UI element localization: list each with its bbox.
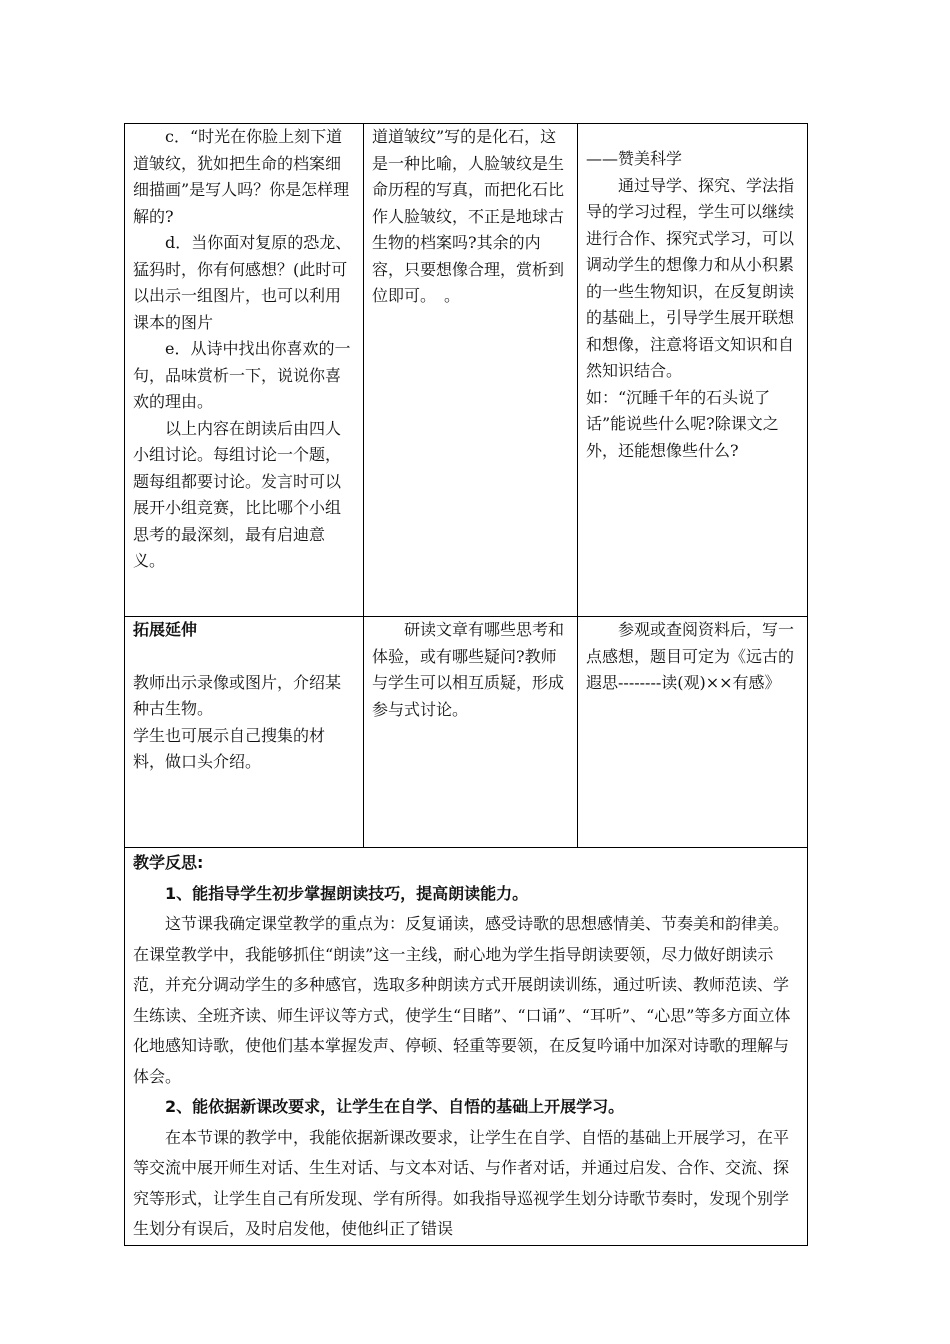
reflection-point1-title: 1、能指导学生初步掌握朗读技巧，提高朗读能力。 [165,883,529,903]
extension-thinking-text: 研读文章有哪些思考和体验，或有哪些疑问?教师与学生可以相互质疑，形成参与式讨论。 [372,620,565,719]
design-heading: ——赞美科学 [586,149,683,168]
extension-title: 拓展延伸 [133,620,198,639]
question-c: c．“时光在你脸上刻下道道皱纹，犹如把生命的档案细细描画”是写人吗？你是怎样理解的? [133,127,350,226]
table-row-discussion [125,124,808,617]
reflection-title: 教学反思: [133,853,204,872]
lesson-plan-table [124,123,808,1246]
design-example: 如：“沉睡千年的石头说了话”能说些什么呢?除课文之外，还能想像些什么? [586,387,779,460]
reflection-point2-title: 2、能依据新课改要求，让学生在自学、自悟的基础上开展学习。 [165,1097,625,1116]
design-body: 通过导学、探究、学法指导的学习过程，学生可以继续进行合作、探究式学习，可以调动学生的想像力和从小积累的一些生物知识，在反复朗读的基础上，引导学生展开联想和想像，注意将语文知识和自然知识结合。 [586,175,795,380]
discussion-answer-cell [364,124,578,617]
extension-activity-cell [125,617,364,848]
extension-thinking-cell [364,617,578,848]
reflection-point2-body: 在本节课的教学中，我能依据新课改要求，让学生在自学、自悟的基础上开展学习，在平等交流中展开师生对话、生生对话、与文本对话、与作者对话，并通过启发、合作、交流、探究等形式，让学生自己有所发现、学有所得。如我指导巡视学生划分诗歌节奏时，发现个别学生划分有误后，及时启发他，使他纠正了错误 [133,1127,790,1238]
answer-text: 道道皱纹”写的是化石，这是一种比喻，人脸皱纹是生命历程的写真，而把化石比作人脸皱纹，不正是地球古生物的档案吗?其余的内容，只要想像合理，赏析到位即可。 。 [372,127,565,305]
extension-homework-cell [578,617,808,848]
question-d: d．当你面对复原的恐龙、猛犸时，你有何感想？(此时可以出示一组图片，也可以利用课本的图片 [133,233,352,332]
extension-teacher-activity: 教师出示录像或图片，介绍某种古生物。 [133,672,342,718]
extension-student-activity: 学生也可展示自己搜集的材料，做口头介绍。 [133,725,326,771]
reflection-cell [125,848,808,1246]
discussion-design-cell [578,124,808,617]
discussion-questions-cell [125,124,364,617]
extension-homework-text: 参观或查阅资料后，写一点感想，题目可定为《远古的遐思--------读(观)××有感》 [586,620,795,692]
question-e: e．从诗中找出你喜欢的一句，品味赏析一下，说说你喜欢的理由。 [133,339,351,411]
discussion-instruction: 以上内容在朗读后由四人小组讨论。每组讨论一个题，题每组都要讨论。发言时可以展开小组竞赛，比比哪个小组思考的最深刻，最有启迪意义。 [133,418,342,570]
table-row-reflection [125,848,808,1246]
table-row-extension [125,617,808,848]
reflection-point1-body: 这节课我确定课堂教学的重点为：反复诵读，感受诗歌的思想感情美、节奏美和韵律美。在课堂教学中，我能够抓住“朗读”这一主线，耐心地为学生指导朗读要领，尽力做好朗读示范，并充分调动学生的多种感官，选取多种朗读方式开展朗读训练，通过听读、教师范读、学生练读、全班齐读、师生评议等方式，使学生“目睹”、“口诵”、“耳听”、“心思”等多方面立体化地感知诗歌，使他们基本掌握发声、停顿、轻重等要领，在反复吟诵中加深对诗歌的理解与体会。 [133,914,791,1086]
